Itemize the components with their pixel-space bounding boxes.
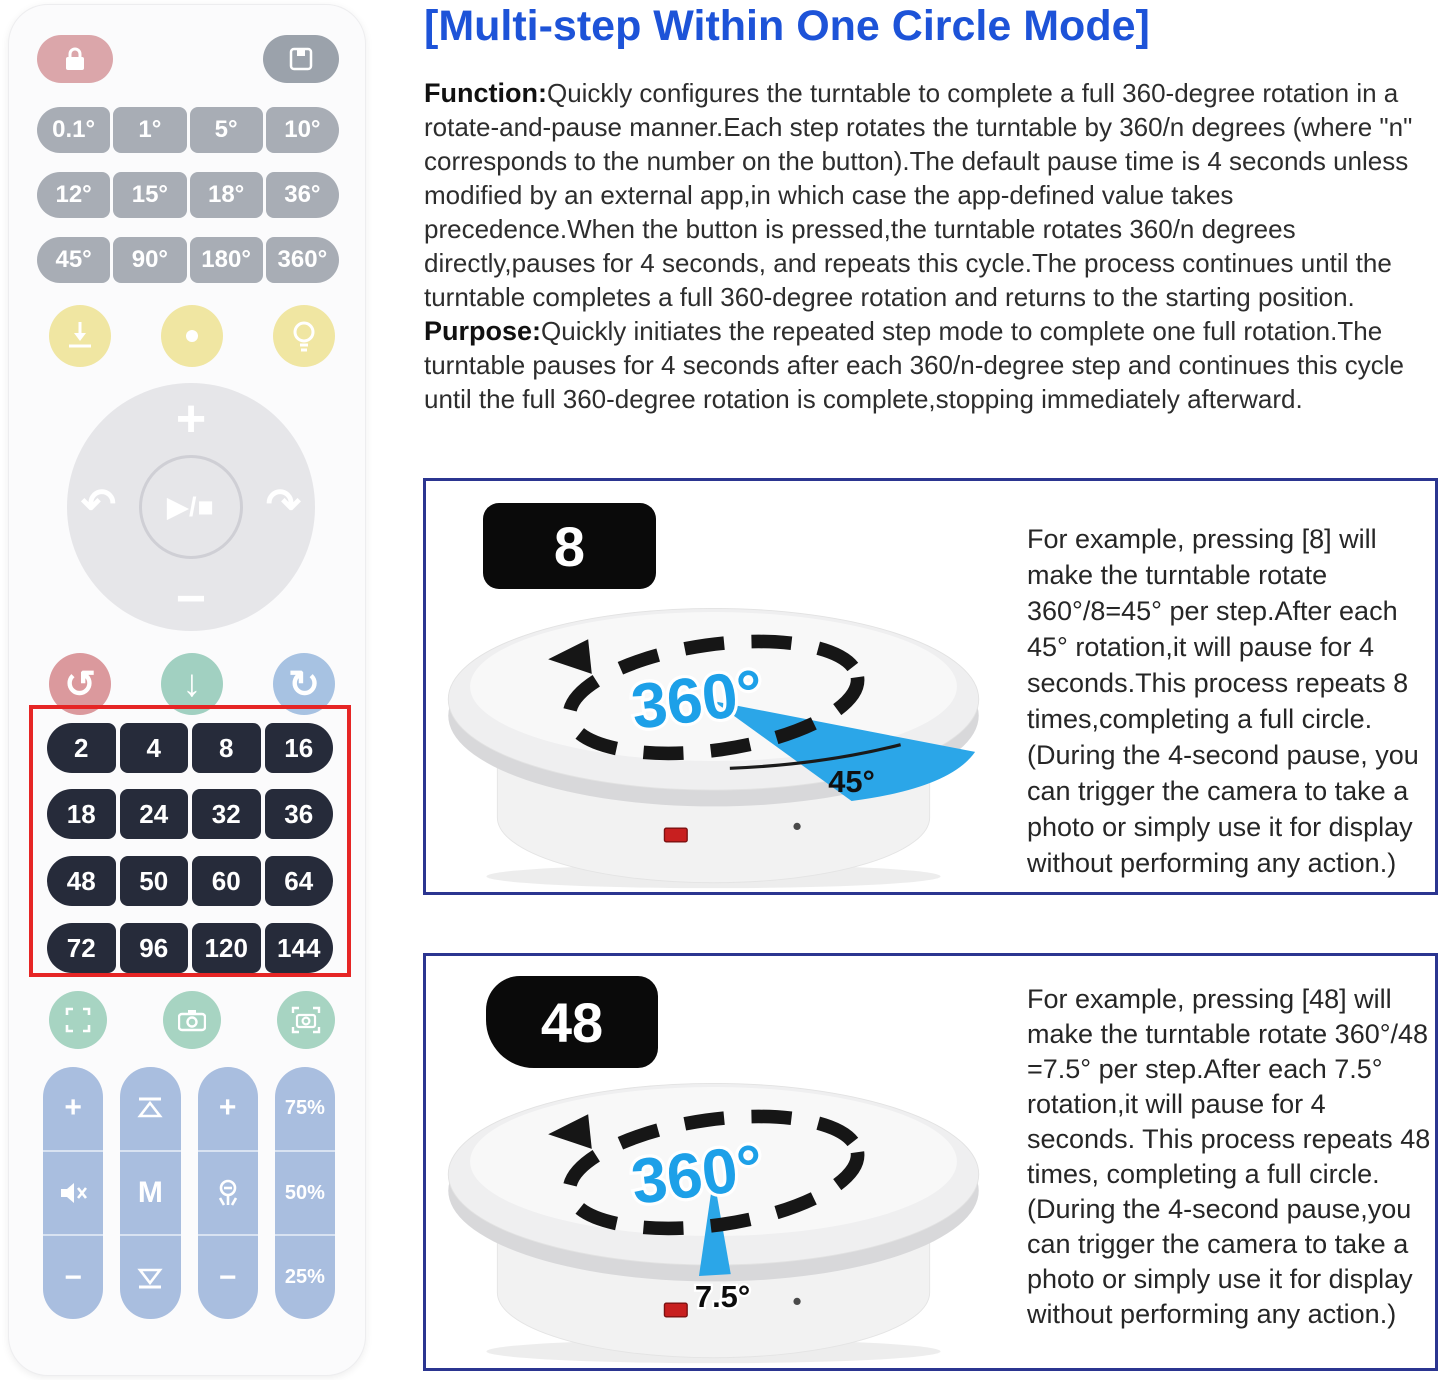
percent-75-button: 75% [284,1096,325,1119]
volume-column [43,1067,103,1319]
step-button-highlight-frame [29,705,351,977]
step-button: 18 [47,789,116,839]
degree-button-row-1 [37,107,339,153]
power-switch [664,828,687,842]
light-bulb-icon [289,319,319,353]
speed-down-button: − [175,570,207,628]
step-button: 16 [265,723,334,773]
degree-button: 360° [266,237,339,283]
rotation-360-label: 360° [627,656,767,743]
purpose-paragraph [424,314,1440,416]
purpose-text: Quickly initiates the repeated step mode to complete one full rotation.The turntable pauses for 4 seconds after each 360/n-degree step and continues this cycle until the full 360-degree rotation is complete,stopping immediately afterward. [424,316,1404,414]
degree-button: 180° [190,237,263,283]
function-label: Function: [424,78,547,108]
center-point-button [161,305,223,367]
degree-button: 15° [113,172,186,218]
function-paragraph [424,76,1440,314]
dpad [67,383,315,631]
lower-object-button [49,305,111,367]
step-button-row-2 [47,789,333,839]
degree-button: 36° [266,172,339,218]
step-button: 48 [47,856,116,906]
step-button: 4 [120,723,189,773]
save-button [263,35,339,83]
step-button: 2 [47,723,116,773]
light-button [273,305,335,367]
lock-icon [63,46,87,72]
step-button: 64 [265,856,334,906]
mic-column [198,1067,258,1319]
degree-button: 90° [113,237,186,283]
rotate-cw-step-button: ↻ [273,653,335,715]
indicator-dot [793,823,800,830]
example-box-48 [423,953,1438,1371]
step-button: 32 [192,789,261,839]
mute-speaker-icon [58,1180,88,1206]
degree-button-row-3 [37,237,339,283]
swing-left-button: ↶ [81,480,117,527]
mode-column [120,1067,180,1319]
center-lower-button: ↓ [161,653,223,715]
step-button: 144 [265,923,334,973]
step-button: 96 [120,923,189,973]
step-button: 36 [265,789,334,839]
degree-button: 12° [37,172,110,218]
turntable-illustration-7-5deg [441,1038,986,1365]
degree-button: 45° [37,237,110,283]
power-switch [664,1303,687,1317]
example-description: For example, pressing [48] will make the turntable rotate 360°/48 =7.5° per step.After each 7.5° rotation,it will pause for 4 seconds. This process repeats 48 times, completing a full circle.(During the 4-second pause,you can trigger the camera to take a photo or simply use it for display without performing any action.) [1027,984,1431,1329]
triangle-to-top-icon [136,1096,164,1120]
degree-button: 0.1° [37,107,110,153]
speed-up-button: + [175,390,207,448]
center-dot-icon [177,321,207,351]
remote-key-48: 48 [486,976,658,1068]
camera-button-row [49,991,335,1049]
triangle-to-bottom-icon [136,1266,164,1290]
camera-button [163,991,221,1049]
example-description: For example, pressing [8] will make the turntable rotate 360°/8=45° per step.After each 45° rotation,it will pause for 4 seconds.This process repeats 8 times,completing a full circle.(During the 4-second pause, you can trigger the camera to take a photo or simply use it for display without performing any action.) [1027,524,1419,878]
step-button: 50 [120,856,189,906]
to-top-button [120,1067,180,1150]
step-angle-label: 7.5° [694,1278,751,1314]
degree-button-row-2 [37,172,339,218]
degree-button: 18° [190,172,263,218]
yellow-button-row [49,305,335,367]
viewfinder-icon [65,1007,91,1033]
mic-button [198,1150,258,1235]
lock-button [37,35,113,83]
bottom-control-columns [43,1067,335,1319]
percent-50-button: 50% [275,1150,335,1235]
mic-down-button: − [198,1234,258,1319]
mode-button: M [120,1150,180,1235]
percent-column [275,1067,335,1319]
intro-text [424,76,1440,416]
camera-frame-button [277,991,335,1049]
step-button-row-4 [47,923,333,973]
page-title: [Multi-step Within One Circle Mode] [424,2,1150,50]
to-bottom-button [120,1234,180,1319]
play-stop-button: ▶/■ [139,455,243,559]
remote-control [8,4,366,1376]
remote-top-row [37,35,339,85]
turntable-illustration-45deg [441,563,986,890]
mute-button [43,1150,103,1235]
camera-icon [178,1008,206,1032]
step-button-row-1 [47,723,333,773]
step-button: 72 [47,923,116,973]
degree-button: 5° [190,107,263,153]
purpose-label: Purpose: [424,316,542,346]
step-button-row-3 [47,856,333,906]
swing-right-button: ↷ [265,480,301,527]
step-angle-label: 45° [828,763,875,799]
rotate-ccw-button: ↺ [49,653,111,715]
step-button: 120 [192,923,261,973]
function-text: Quickly configures the turntable to complete a full 360-degree rotation in a rotate-and-pause manner.Each step rotates the turntable by 360/n degrees (where "n" corresponds to the number on the button).The default pause time is 4 seconds unless modified by an external app,in which case the app-defined value takes precedence.When the button is pressed,the turntable rotates 360/n degrees directly,pauses for 4 seconds, and repeats this cycle.The process continues until the turntable completes a full 360-degree rotation and returns to the starting position. [424,78,1413,312]
remote-key-8: 8 [483,503,656,589]
lower-object-icon [65,320,95,352]
volume-down-button: − [43,1234,103,1319]
save-icon [289,47,313,71]
step-button: 24 [120,789,189,839]
rotation-360-label: 360° [627,1131,767,1218]
volume-up-button: + [64,1091,82,1125]
step-button: 60 [192,856,261,906]
viewfinder-button [49,991,107,1049]
mic-up-button: + [218,1091,237,1125]
degree-button: 1° [113,107,186,153]
camera-in-frame-icon [291,1006,321,1034]
step-button: 8 [192,723,261,773]
microphone-icon [215,1178,241,1208]
degree-button: 10° [266,107,339,153]
indicator-dot [793,1298,800,1305]
example-box-8 [423,478,1438,895]
percent-25-button: 25% [275,1234,335,1319]
